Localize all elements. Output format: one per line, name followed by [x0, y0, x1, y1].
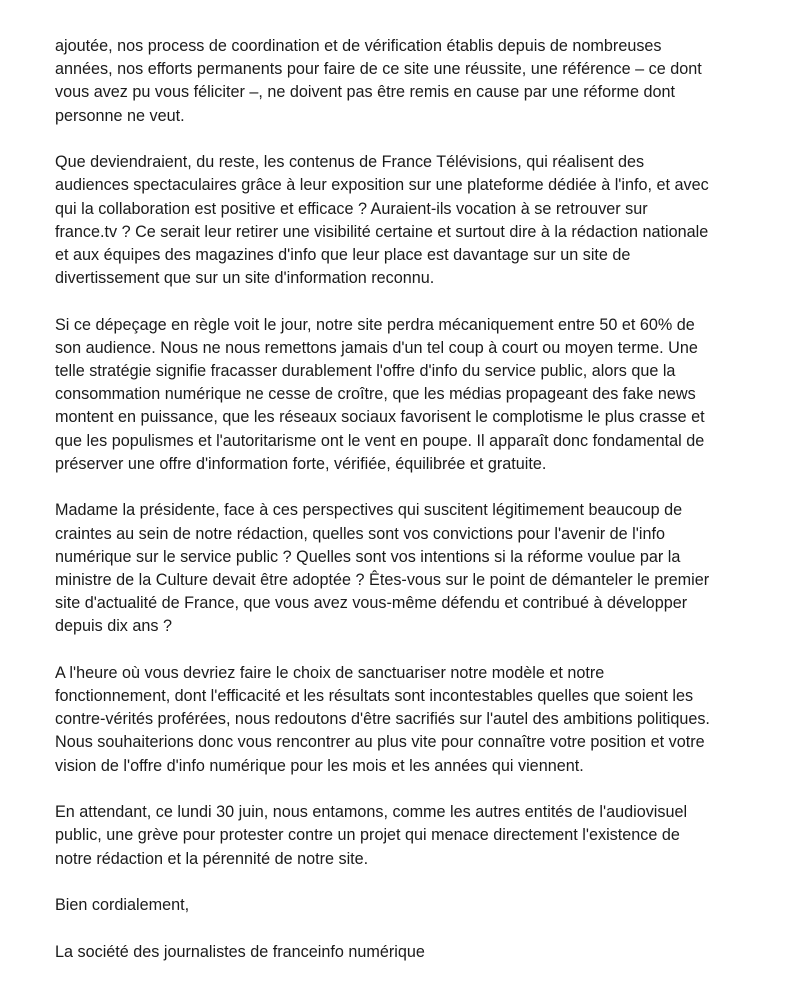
text-line: personne ne veut. — [55, 106, 185, 125]
closing-salutation — [55, 894, 770, 917]
text-line: son audience. Nous ne nous remettons jamais d'un tel coup à court ou moyen terme. Une — [55, 338, 698, 357]
text-line: vision de l'offre d'info numérique pour les mois et les années qui viennent. — [55, 756, 584, 775]
paragraph-strike-notice — [55, 801, 770, 871]
text-line: depuis dix ans ? — [55, 617, 172, 636]
text-line: Que deviendraient, du reste, les contenus de France Télévisions, qui réalisent des — [55, 153, 645, 172]
paragraph-meeting-request — [55, 662, 770, 778]
text-line: vous avez pu vous féliciter –, ne doivent pas être remis en cause par une réforme dont — [55, 83, 675, 102]
text-line: montent en puissance, que les réseaux sociaux favorisent le complotisme le plus crasse et — [55, 408, 705, 427]
text-line: Nous souhaiterions donc vous rencontrer au plus vite pour connaître votre position et votre — [55, 733, 705, 752]
text-line: craintes au sein de notre rédaction, quelles sont vos convictions pour l'avenir de l'info — [55, 524, 665, 543]
text-line: ajoutée, nos process de coordination et de vérification établis depuis de nombreuses — [55, 37, 662, 55]
signature — [55, 941, 770, 964]
text-line: années, nos efforts permanents pour faire de ce site une réussite, une référence – ce dont — [55, 60, 702, 79]
text-line: La société des journalistes de franceinfo numérique — [55, 942, 425, 961]
text-line: que les populismes et l'autoritarisme ont le vent en poupe. Il apparaît donc fondamental de — [55, 431, 705, 450]
letter-body — [55, 35, 770, 964]
text-line: contre-vérités proférées, nous redoutons d'être sacrifiés sur l'autel des ambitions politiques. — [55, 710, 710, 729]
paragraph-france-televisions — [55, 151, 770, 290]
text-line: A l'heure où vous devriez faire le choix de sanctuariser notre modèle et notre — [55, 663, 605, 682]
text-line: Madame la présidente, face à ces perspectives qui suscitent légitimement beaucoup de — [55, 501, 683, 520]
text-line: numérique sur le service public ? Quelles sont vos intentions si la réforme voulue par la — [55, 547, 681, 566]
text-line: telle stratégie signifie fracasser durablement l'offre d'info du service public, alors que la — [55, 362, 676, 381]
text-line: consommation numérique ne cesse de croître, que les médias propageant des fake news — [55, 385, 696, 404]
text-line: En attendant, ce lundi 30 juin, nous entamons, comme les autres entités de l'audiovisuel — [55, 803, 688, 822]
text-line: site d'actualité de France, que vous avez vous-même défendu et contribué à développer — [55, 594, 688, 613]
text-line: france.tv ? Ce serait leur retirer une visibilité certaine et surtout dire à la rédaction nationale — [55, 222, 709, 241]
text-line: public, une grève pour protester contre un projet qui menace directement l'existence de — [55, 826, 680, 845]
text-line: qui la collaboration est positive et efficace ? Auraient-ils vocation à se retrouver sur — [55, 199, 648, 218]
text-line: notre rédaction et la pérennité de notre site. — [55, 849, 369, 868]
text-line: et aux équipes des magazines d'info que leur place est davantage sur un site de — [55, 245, 631, 264]
paragraph-audience-loss — [55, 314, 770, 476]
text-line: préserver une offre d'information forte, vérifiée, équilibrée et gratuite. — [55, 454, 547, 473]
paragraph-coordination — [55, 35, 770, 128]
text-line: fonctionnement, dont l'efficacité et les résultats sont incontestables quelles que soient les — [55, 687, 694, 706]
paragraph-questions-to-president — [55, 499, 770, 638]
text-line: Si ce dépeçage en règle voit le jour, notre site perdra mécaniquement entre 50 et 60% de — [55, 315, 695, 334]
text-line: Bien cordialement, — [55, 896, 190, 915]
text-line: ministre de la Culture devait être adoptée ? Êtes-vous sur le point de démanteler le premier — [55, 570, 710, 589]
text-line: audiences spectaculaires grâce à leur exposition sur une plateforme dédiée à l'info, et avec — [55, 176, 709, 195]
text-line: divertissement que sur un site d'information reconnu. — [55, 269, 435, 288]
